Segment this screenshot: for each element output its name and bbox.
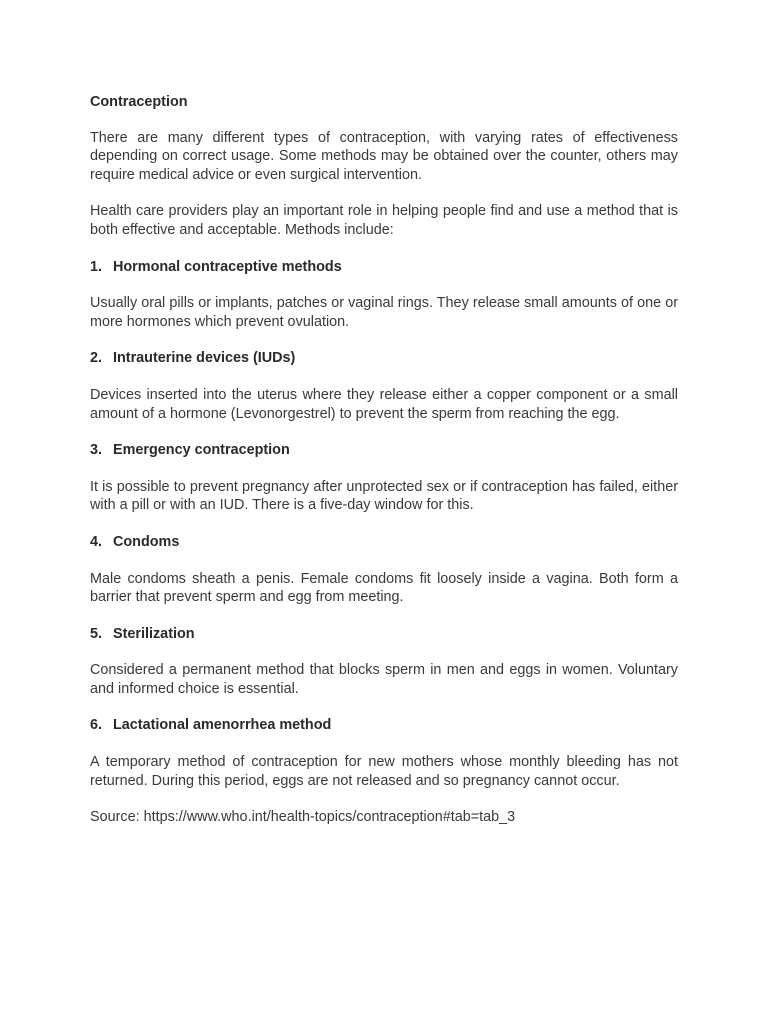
method-title: Sterilization <box>113 625 195 642</box>
method-number: 6. <box>90 717 103 734</box>
method-number: 5. <box>90 625 103 642</box>
method-title: Intrauterine devices (IUDs) <box>113 350 296 367</box>
method-description: Considered a permanent method that blocks sperm in men and eggs in women. Voluntary and informed choice is essential. <box>90 662 678 697</box>
intro-paragraph: There are many different types of contraception, with varying rates of effectiveness depending on correct usage. Some methods may be obtained over the counter, others may require medical advice or even surgical intervention. <box>90 129 678 183</box>
method-description: Devices inserted into the uterus where they release either a copper component or a small amount of a hormone (Levonorgestrel) to prevent the sperm from reaching the egg. <box>90 386 678 422</box>
method-number: 1. <box>90 258 103 275</box>
method-number: 4. <box>90 533 103 550</box>
method-title: Condoms <box>113 533 180 550</box>
document-page <box>90 93 678 827</box>
method-heading <box>90 533 678 552</box>
method-number: 3. <box>90 442 103 459</box>
method-title: Emergency contraception <box>113 442 290 459</box>
method-description: Usually oral pills or implants, patches or vaginal rings. They release small amounts of one or more hormones which prevent ovulation. <box>90 295 678 330</box>
method-heading <box>90 716 678 735</box>
method-heading <box>90 441 678 460</box>
method-heading <box>90 625 678 644</box>
method-number: 2. <box>90 350 103 367</box>
intro-paragraph: Health care providers play an important role in helping people find and use a method that is both effective and acceptable. Methods include: <box>90 203 678 238</box>
method-title: Lactational amenorrhea method <box>113 717 332 734</box>
method-heading <box>90 258 678 277</box>
method-description: Male condoms sheath a penis. Female condoms fit loosely inside a vagina. Both form a barrier that prevent sperm and egg from meeting. <box>90 570 678 606</box>
method-heading <box>90 349 678 368</box>
document-title: Contraception <box>90 94 188 110</box>
source-citation: Source: https://www.who.int/health-topics/contraception#tab=tab_3 <box>90 809 516 826</box>
method-description: A temporary method of contraception for new mothers whose monthly bleeding has not returned. During this period, eggs are not released and so pregnancy cannot occur. <box>90 754 678 789</box>
method-description: It is possible to prevent pregnancy after unprotected sex or if contraception has failed, either with a pill or with an IUD. There is a five-day window for this. <box>90 478 678 514</box>
method-title: Hormonal contraceptive methods <box>113 258 342 275</box>
